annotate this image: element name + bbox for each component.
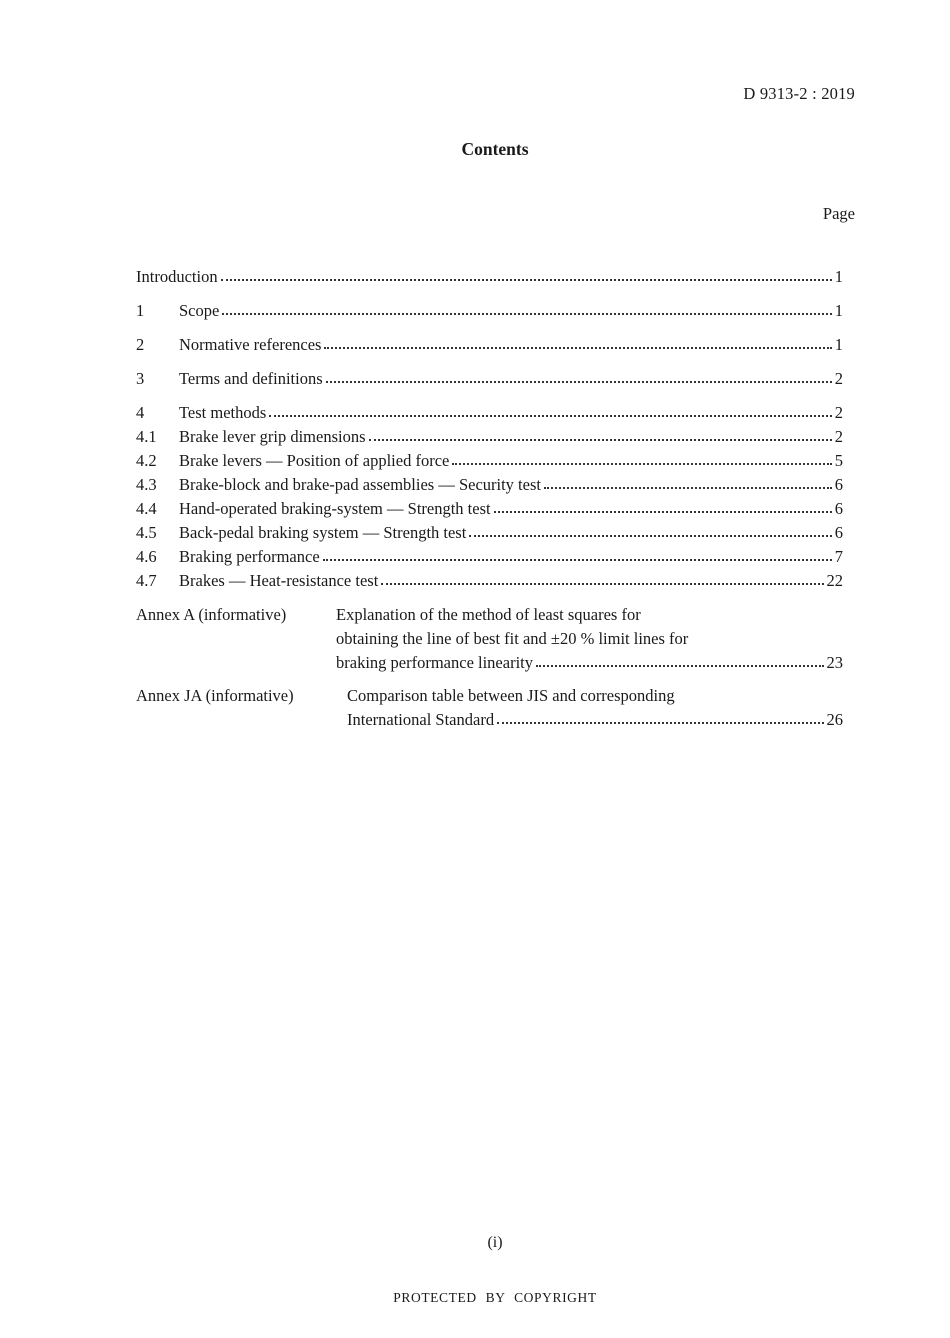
toc-entry-page: 6	[834, 475, 843, 494]
document-code: D 9313-2 : 2019	[743, 84, 855, 103]
dot-leader	[369, 439, 832, 441]
toc-entry-number: 4.7	[136, 571, 157, 590]
toc-entry-scope[interactable]	[136, 299, 843, 323]
toc-entry-page: 26	[826, 710, 843, 729]
dot-leader	[452, 463, 831, 465]
toc-entry-4-6[interactable]	[136, 545, 843, 569]
copyright-notice: PROTECTED BY COPYRIGHT	[393, 1290, 597, 1305]
toc-entry-number: 4.2	[136, 451, 157, 470]
dot-leader	[323, 559, 832, 561]
annex-title-line: Explanation of the method of least squares for	[336, 605, 641, 624]
annex-title-line: Comparison table between JIS and corresponding	[347, 686, 675, 705]
toc-entry-title: Brakes — Heat-resistance test	[179, 571, 379, 590]
dot-leader	[544, 487, 832, 489]
page-number: (i)	[487, 1234, 503, 1251]
toc-entry-introduction[interactable]	[136, 265, 843, 289]
toc-entry-title: Test methods	[179, 403, 267, 422]
toc-entry-page: 7	[834, 547, 843, 566]
toc-entry-page: 1	[834, 335, 843, 354]
dot-leader	[497, 722, 823, 724]
toc-entry-title: Scope	[179, 301, 220, 320]
dot-leader	[536, 665, 824, 667]
annex-title-line: obtaining the line of best fit and ±20 % limit lines for	[336, 629, 689, 648]
toc-entry-title: Brake-block and brake-pad assemblies — Security test	[179, 475, 541, 494]
toc-entry-page: 5	[834, 451, 843, 470]
dot-leader	[326, 381, 832, 383]
toc-entry-annex-ja[interactable]	[136, 684, 843, 732]
toc-entry-title: Brake levers — Position of applied force	[179, 451, 450, 470]
toc-entry-number: 1	[136, 301, 145, 320]
toc-entry-terms-definitions[interactable]	[136, 367, 843, 391]
annex-label: Annex A (informative)	[136, 605, 287, 624]
toc-entry-page: 2	[834, 369, 843, 388]
toc-entry-4-4[interactable]	[136, 497, 843, 521]
annex-title-last-line	[336, 651, 843, 675]
toc-entry-page: 23	[826, 653, 843, 672]
dot-leader	[381, 583, 823, 585]
dot-leader	[494, 511, 832, 513]
toc-entry-test-methods[interactable]	[136, 401, 843, 425]
toc-entry-page: 6	[834, 523, 843, 542]
toc-entry-number: 4.1	[136, 427, 157, 446]
toc-entry-title: Terms and definitions	[179, 369, 323, 388]
toc-entry-title: Brake lever grip dimensions	[179, 427, 366, 446]
toc-entry-title: Back-pedal braking system — Strength test	[179, 523, 467, 542]
toc-entry-number: 3	[136, 369, 145, 388]
toc-entry-title: Introduction	[136, 267, 218, 286]
toc-entry-4-7[interactable]	[136, 569, 843, 593]
toc-entry-page: 1	[834, 301, 843, 320]
dot-leader	[221, 279, 832, 281]
toc-entry-number: 2	[136, 335, 145, 354]
toc-entry-number: 4.5	[136, 523, 157, 542]
toc-entry-title: Braking performance	[179, 547, 320, 566]
toc-entry-4-2[interactable]	[136, 449, 843, 473]
toc-entry-number: 4.4	[136, 499, 157, 518]
annex-title-line: braking performance linearity	[336, 653, 533, 672]
toc-entry-number: 4.3	[136, 475, 157, 494]
dot-leader	[469, 535, 831, 537]
toc-entry-4-3[interactable]	[136, 473, 843, 497]
page-column-label: Page	[822, 204, 855, 223]
toc-entry-annex-a[interactable]	[136, 603, 843, 675]
toc-entry-normative-references[interactable]	[136, 333, 843, 357]
toc-entry-4-5[interactable]	[136, 521, 843, 545]
toc-entry-page: 1	[834, 267, 843, 286]
toc-entry-number: 4	[136, 403, 145, 422]
dot-leader	[222, 313, 831, 315]
annex-title	[336, 603, 843, 675]
toc-entry-page: 2	[834, 403, 843, 422]
annex-title-line: International Standard	[347, 710, 495, 729]
dot-leader	[324, 347, 831, 349]
toc-entry-4-1[interactable]	[136, 425, 843, 449]
annex-title-last-line	[347, 708, 843, 732]
dot-leader	[269, 415, 831, 417]
annex-title	[347, 684, 843, 732]
toc-entry-page: 22	[826, 571, 843, 590]
toc-entry-number: 4.6	[136, 547, 157, 566]
toc-entry-title: Hand-operated braking-system — Strength test	[179, 499, 491, 518]
annex-label: Annex JA (informative)	[136, 686, 294, 705]
toc-entry-title: Normative references	[179, 335, 322, 354]
page-title: Contents	[461, 139, 529, 159]
toc-entry-page: 6	[834, 499, 843, 518]
toc-entry-page: 2	[834, 427, 843, 446]
